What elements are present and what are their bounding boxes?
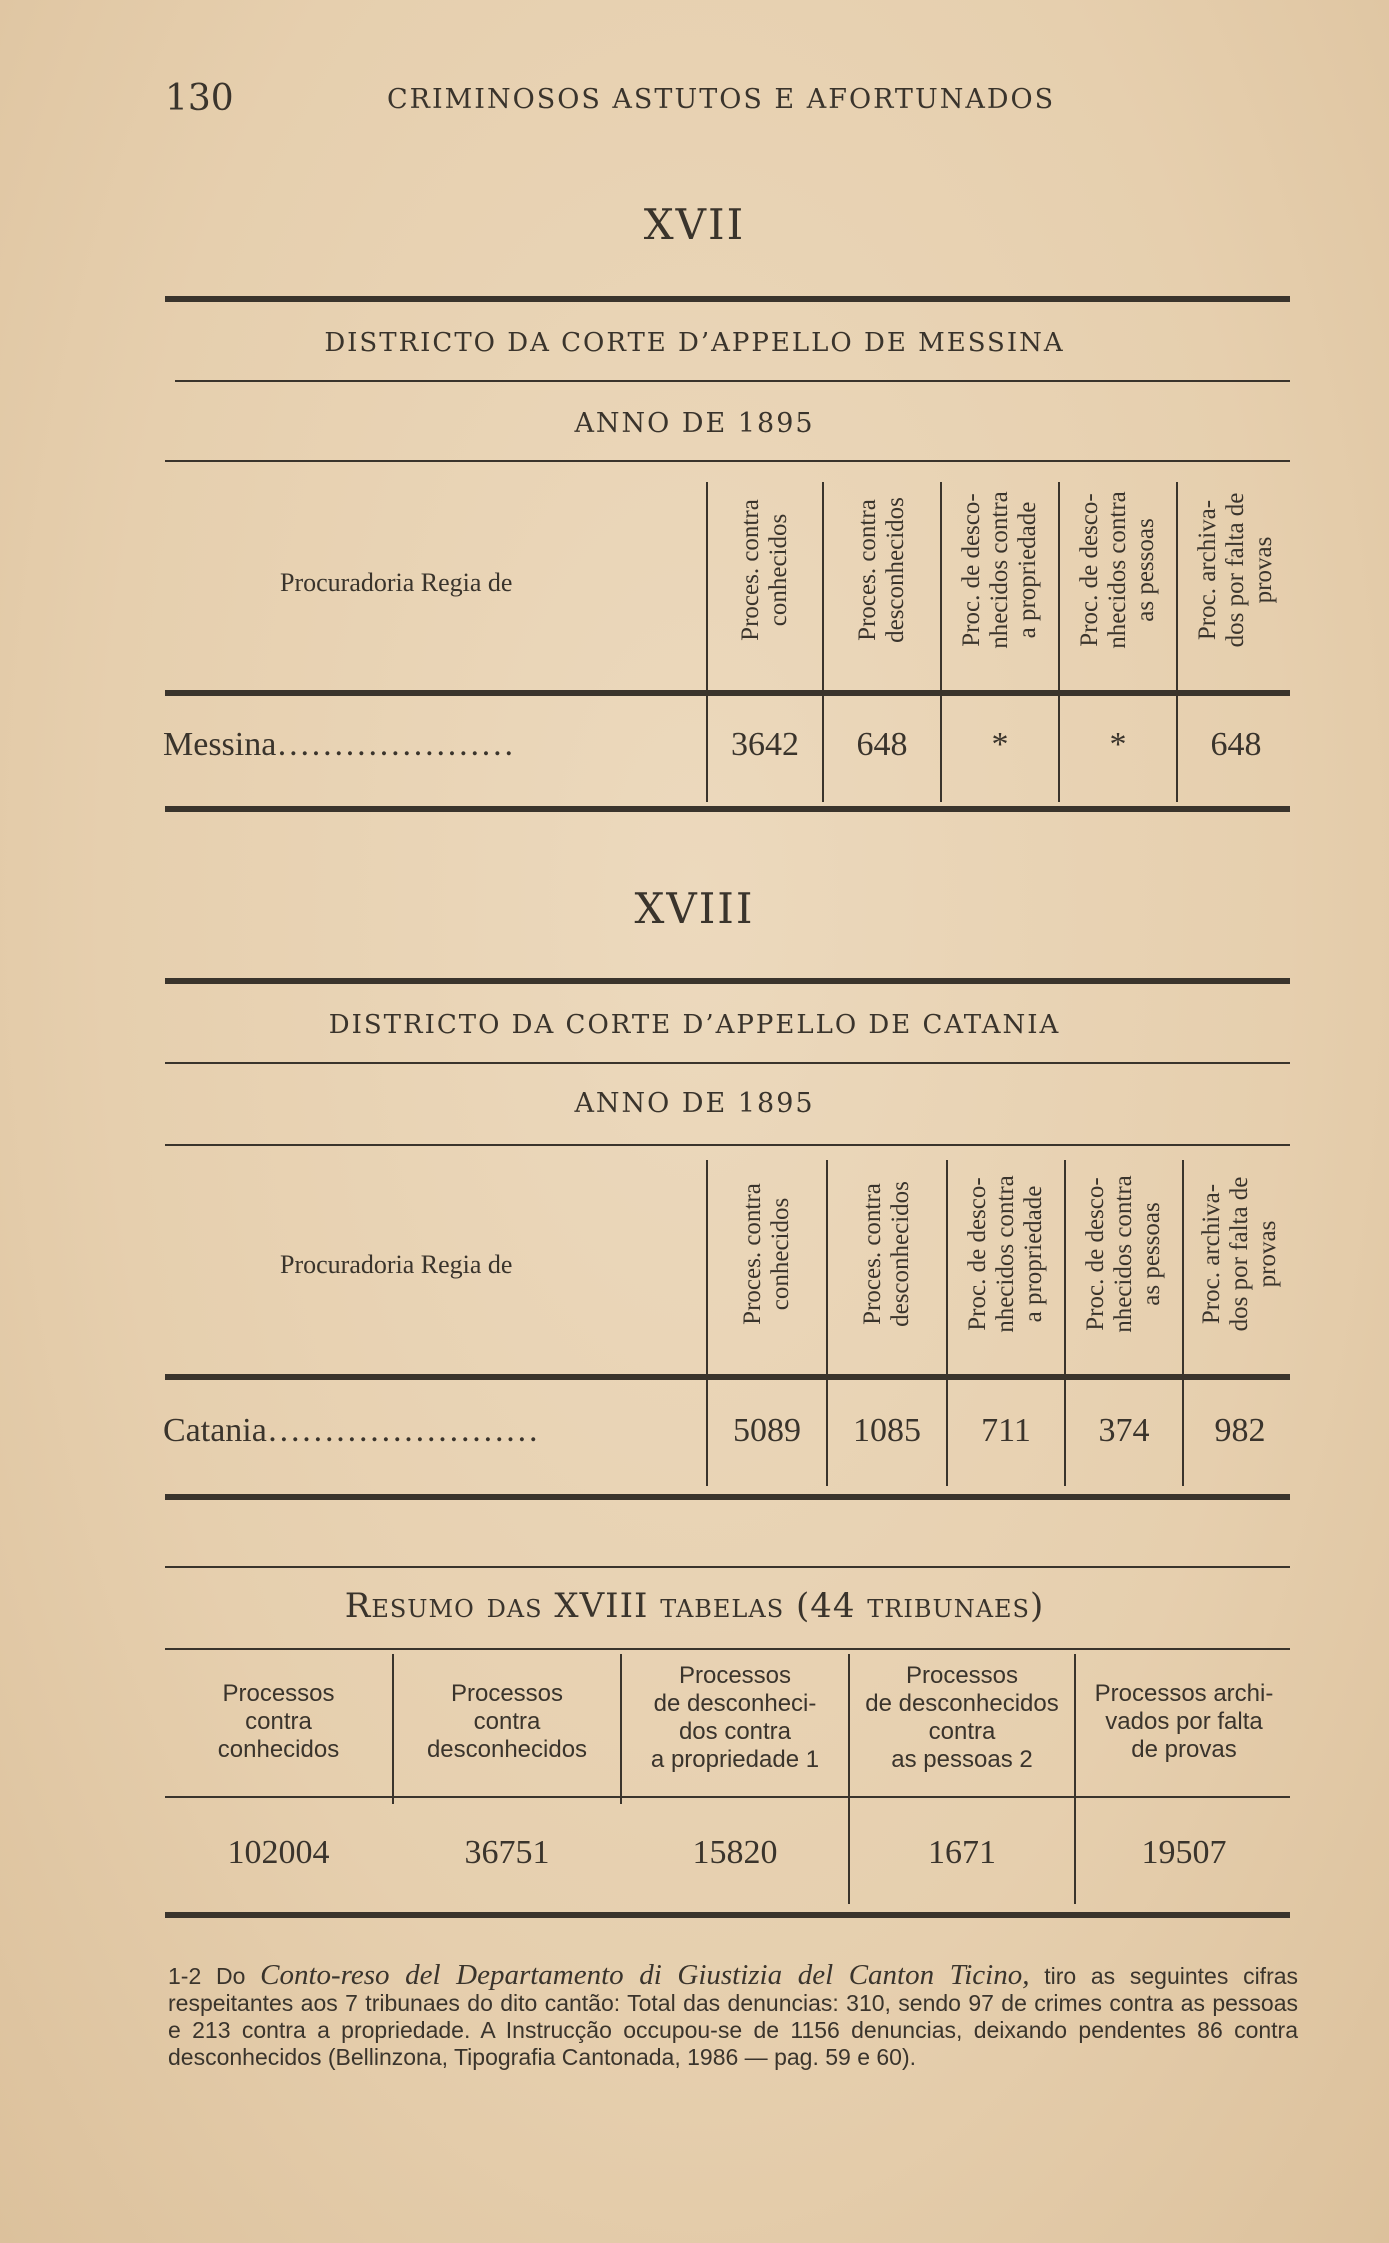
rule	[165, 1912, 1290, 1918]
column-header-propriedade: Proc. de desco- nhecidos contra a propriedade	[964, 1175, 1047, 1333]
rule	[165, 806, 1290, 812]
summary-title: Resumo das XVIII tabelas (44 tribunaes)	[344, 1586, 1045, 1626]
page-number: 130	[165, 78, 234, 119]
value-cell: *	[1109, 726, 1127, 763]
column-label-procuradoria: Procuradoria Regia de	[280, 568, 513, 597]
year-title-messina: ANNO DE 1895	[574, 408, 815, 439]
rule	[165, 296, 1290, 302]
section-number-xviii: XVIII	[634, 884, 755, 933]
rule	[165, 1062, 1290, 1064]
value-cell: 1085	[853, 1412, 921, 1449]
summary-value: 36751	[464, 1834, 550, 1871]
summary-header-conhecidos: Processos contra conhecidos	[217, 1680, 340, 1763]
rule	[165, 1796, 1290, 1798]
value-cell: 711	[981, 1412, 1031, 1449]
column-label-procuradoria: Procuradoria Regia de	[280, 1250, 513, 1279]
rule	[165, 1566, 1290, 1568]
value-cell: *	[991, 726, 1009, 763]
footnote-marker: 1-2 Do	[168, 1963, 246, 1989]
value-cell: 5089	[733, 1412, 801, 1449]
summary-header-archivados: Processos archi- vados por falta de provas	[1094, 1680, 1274, 1763]
column-header-desconhecidos: Proces. contra desconhecidos	[854, 497, 909, 643]
column-header-archivados: Proc. archiva- dos por falta de provas	[1198, 1176, 1281, 1332]
district-title-catania: DISTRICTO DA CORTE D’APPELLO DE CATANIA	[328, 1010, 1061, 1040]
summary-value: 1671	[928, 1834, 996, 1871]
rule	[165, 978, 1290, 984]
year-title-catania: ANNO DE 1895	[574, 1088, 815, 1119]
summary-value: 102004	[227, 1834, 330, 1871]
district-title-messina: DISTRICTO DA CORTE D’APPELLO DE MESSINA	[324, 328, 1065, 358]
running-title: CRIMINOSOS ASTUTOS E AFORTUNADOS	[387, 84, 1056, 115]
summary-value: 19507	[1141, 1834, 1227, 1871]
value-cell: 648	[1210, 726, 1262, 763]
column-header-propriedade: Proc. de desco- nhecidos contra a propriedade	[958, 491, 1041, 649]
summary-value: 15820	[692, 1834, 778, 1871]
rule	[165, 1144, 1290, 1146]
column-header-pessoas: Proc. de desco- nhecidos contra as pessoas	[1082, 1175, 1165, 1333]
section-number-xvii: XVII	[643, 200, 746, 249]
rule	[165, 1374, 1290, 1380]
footnote-source: Conto-reso del Departamento di Giustizia del Canton Ticino,	[260, 1959, 1030, 1991]
rule	[175, 380, 1290, 382]
row-name-messina: Messina…………………	[163, 726, 515, 763]
footnote-text: tiro as seguintes cifras respeitantes aos 7 tribunaes do dito cantão: Total das denuncias: 310, sendo 97 de crimes contra as pessoas e 213 contra a propriedade. A Instrucção occupou-se de 1156 denuncias, deixando pendentes 86 contra desconhecidos (Bellinzona, Tipografia Cantonada, 1986 — pag. 59 e 60).	[168, 1963, 1299, 2070]
value-cell: 648	[856, 726, 908, 763]
footnote	[168, 1959, 1299, 2071]
column-header-desconhecidos: Proces. contra desconhecidos	[859, 1181, 914, 1327]
summary-header-desconhecidos: Processos contra desconhecidos	[426, 1680, 588, 1763]
column-header-archivados: Proc. archiva- dos por falta de provas	[1194, 492, 1277, 648]
summary-header-propriedade: Processos de desconheci- dos contra a propriedade 1	[650, 1662, 820, 1773]
value-cell: 982	[1214, 1412, 1266, 1449]
column-header-conhecidos: Proces. contra conhecidos	[739, 1183, 794, 1325]
rule	[165, 460, 1290, 462]
value-cell: 374	[1098, 1412, 1150, 1449]
row-name-catania: Catania……………………	[163, 1412, 539, 1449]
summary-header-pessoas: Processos de desconhecidos contra as pessoas 2	[865, 1662, 1059, 1773]
column-header-conhecidos: Proces. contra conhecidos	[737, 499, 792, 641]
rule	[165, 690, 1290, 696]
rule	[165, 1494, 1290, 1500]
rule	[165, 1648, 1290, 1650]
page-header	[165, 78, 1295, 118]
column-header-pessoas: Proc. de desco- nhecidos contra as pessoas	[1076, 491, 1159, 649]
value-cell: 3642	[731, 726, 799, 763]
